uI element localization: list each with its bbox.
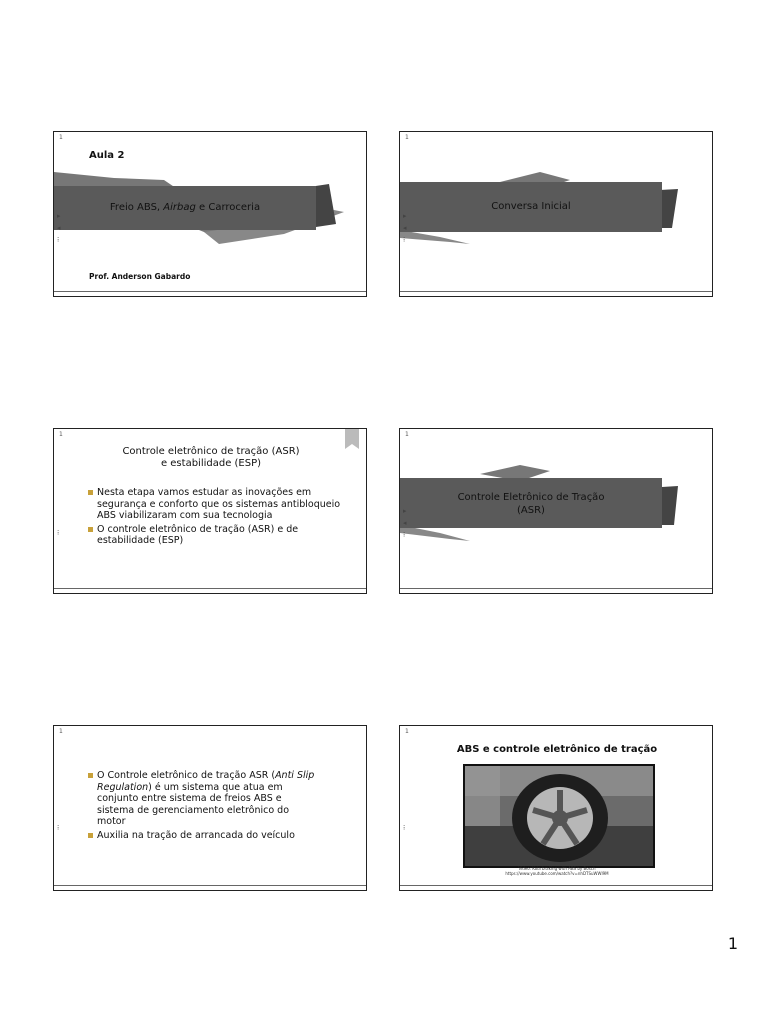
- nav-arrow-icon: ▸: [403, 212, 407, 220]
- video-caption: [400, 866, 713, 876]
- author-label: Prof. Anderson Gabardo: [89, 272, 191, 281]
- bullet-item: [88, 770, 318, 828]
- slide-4: [399, 428, 713, 594]
- slide-title: [400, 491, 662, 517]
- slide-number-mark: 1: [59, 728, 63, 735]
- title-line-2: (ASR): [517, 505, 545, 516]
- title-line-1: Controle eletrônico de tração (ASR): [122, 446, 300, 457]
- page-number: 1: [727, 934, 738, 953]
- slide-1: [53, 131, 367, 297]
- bullet-list: [88, 487, 348, 549]
- nav-arrow-icon: ◂: [403, 519, 407, 527]
- nav-arrow-icon: ◂: [57, 224, 61, 232]
- slide-5: [53, 725, 367, 891]
- slide-title: ABS e controle eletrônico de tração: [456, 744, 658, 755]
- title-line-1: Controle Eletrônico de Tração: [457, 492, 605, 503]
- bullet-item: Auxilia na tração de arrancada do veículo: [88, 830, 318, 842]
- slide-number-mark: 1: [59, 431, 63, 438]
- nav-arrow-icon: ◂: [403, 224, 407, 232]
- slide-title: [54, 446, 367, 470]
- title-italic: Airbag: [163, 202, 196, 213]
- bullet-item: Nesta etapa vamos estudar as inovações em segurança e conforto que os sistemas antibloqueio ABS viabilizaram com sua tecnologia: [88, 487, 348, 522]
- slide-number-mark: 1: [405, 431, 409, 438]
- nav-arrow-icon: ▸: [403, 507, 407, 515]
- slide-divider: [400, 885, 712, 886]
- title-line-2: e estabilidade (ESP): [160, 458, 262, 469]
- slide-divider: [54, 291, 366, 292]
- video-thumbnail[interactable]: [463, 764, 655, 868]
- nav-marker-icon: ⁝: [403, 531, 406, 539]
- slide-number-mark: 1: [405, 728, 409, 735]
- slide-divider: [400, 588, 712, 589]
- slide-title: Conversa Inicial: [491, 201, 571, 212]
- slide-divider: [400, 291, 712, 292]
- title-text-end: e Carroceria: [195, 202, 261, 213]
- nav-marker-icon: ⁝: [57, 824, 60, 832]
- slide-heading: Aula 2: [89, 150, 125, 161]
- slide-3: [53, 428, 367, 594]
- bullet-list: [88, 770, 318, 843]
- nav-marker-icon: ⁝: [403, 824, 406, 832]
- caption-line-1: Video: Kola braking with ABS by Bosch: [518, 866, 596, 871]
- bullet-text: O Controle eletrônico de tração ASR (: [97, 770, 276, 781]
- nav-marker-icon: ⁝: [403, 236, 406, 244]
- bullet-italic: Anti Slip Regulation: [97, 770, 315, 793]
- slide-2: [399, 131, 713, 297]
- caption-line-2[interactable]: https://www.youtube.com/watch?v=nhDTSuWWI9M: [505, 871, 609, 876]
- bullet-item: O controle eletrônico de tração (ASR) e de estabilidade (ESP): [88, 524, 348, 547]
- slide-title: [54, 202, 316, 213]
- slide-6: [399, 725, 713, 891]
- slide-number-mark: 1: [405, 134, 409, 141]
- nav-marker-icon: ⁝: [57, 236, 60, 244]
- nav-arrow-icon: ▸: [57, 212, 61, 220]
- slide-divider: [54, 885, 366, 886]
- slide-number-mark: 1: [59, 134, 63, 141]
- title-text: Freio ABS,: [109, 202, 164, 213]
- slide-divider: [54, 588, 366, 589]
- bullet-text-end: ) é um sistema que atua em conjunto entre sistema de freios ABS e sistema de gerenciamento eletrônico do motor: [97, 781, 290, 827]
- nav-marker-icon: ⁝: [57, 529, 60, 537]
